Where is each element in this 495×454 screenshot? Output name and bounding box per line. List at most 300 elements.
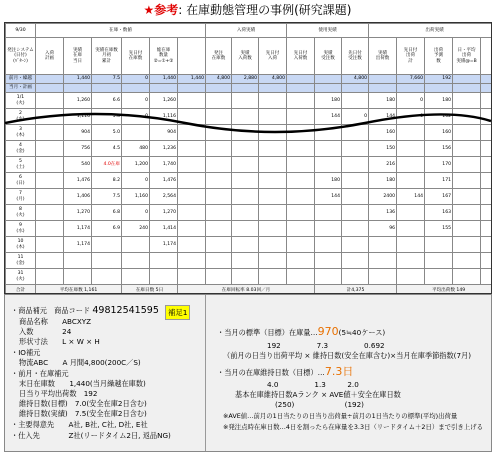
row-empty: [481, 173, 492, 189]
row-cell: [206, 141, 232, 157]
row-date: 3 (木): [6, 125, 36, 141]
row-cell: 240: [122, 221, 150, 237]
footer-sum: 計4,375: [315, 285, 397, 295]
row-cell: [92, 269, 122, 285]
row-cell: [342, 237, 369, 253]
reorder-note: ※発注点時在庫日数…4日を割ったら在庫量を3.3日（リードタイム＋2日）まで引き上げる: [223, 423, 483, 431]
table-row: [6, 75, 493, 84]
header2-cell: 実績 出荷数: [369, 38, 397, 75]
row-cell: [342, 205, 369, 221]
product-code-label: ・商品補元 商品コード: [11, 306, 91, 315]
row-cell: [397, 253, 425, 269]
inventory-table: [4, 22, 492, 294]
row-cell: [150, 269, 178, 285]
row-cell: [397, 84, 425, 93]
row-empty: [453, 237, 481, 253]
row-date: 4 (金): [6, 141, 36, 157]
row-date: 前月・繰越: [6, 75, 36, 84]
footer-total: 合計: [6, 285, 36, 295]
footer-avg-ship: 平均出荷数 149: [397, 285, 492, 295]
row-cell: [342, 173, 369, 189]
row-cell: [425, 269, 453, 285]
row-cell: 1,476: [150, 173, 178, 189]
row-cell: [315, 253, 342, 269]
row-cell: 1,160: [122, 189, 150, 205]
row-cell: [36, 93, 64, 109]
row-cell: 2,880: [232, 75, 259, 84]
row-cell: [425, 253, 453, 269]
row-cell: 216: [369, 157, 397, 173]
row-cell: 144: [315, 109, 342, 125]
row-cell: [36, 173, 64, 189]
row-cell: 756: [64, 141, 92, 157]
row-cell: [259, 237, 287, 253]
row-cell: [206, 125, 232, 141]
row-empty: [481, 157, 492, 173]
row-cell: 180: [315, 173, 342, 189]
io-header: ・IO補元: [11, 348, 41, 357]
row-cell: [259, 253, 287, 269]
row-cell: [342, 125, 369, 141]
row-cell: [259, 125, 287, 141]
footer-avg-stock: 平均在庫数 1,161: [36, 285, 122, 295]
product-code: 49812541595: [92, 305, 159, 316]
table-row: [6, 253, 493, 269]
row-cell: [232, 141, 259, 157]
row-cell: 136: [369, 205, 397, 221]
row-cell: [232, 205, 259, 221]
row-cell: 2,564: [150, 189, 178, 205]
table-row: [6, 157, 493, 173]
row-empty: [453, 141, 481, 157]
row-cell: [397, 205, 425, 221]
row-cell: [259, 205, 287, 221]
row-cell: [92, 253, 122, 269]
table-row: [6, 221, 493, 237]
row-cell: [206, 157, 232, 173]
row-cell: [287, 93, 315, 109]
row-cell: 144: [315, 189, 342, 205]
row-date: 5 (土): [6, 157, 36, 173]
prev-month-header: ・前月・在庫補元: [11, 369, 69, 378]
footer-stock-days: 在庫日数 5日: [122, 285, 178, 295]
row-cell: [397, 221, 425, 237]
row-cell: [36, 75, 64, 84]
row-cell: 0: [342, 109, 369, 125]
row-cell: 6.8: [92, 205, 122, 221]
row-cell: 1,174: [64, 237, 92, 253]
std-stock-unit: (5≒40ケース): [338, 328, 386, 337]
row-cell: [64, 253, 92, 269]
row-cell: [150, 84, 178, 93]
row-cell: [36, 125, 64, 141]
row-cell: [206, 237, 232, 253]
row-cell: 8.2: [92, 173, 122, 189]
row-cell: [122, 237, 150, 253]
row-cell: [232, 253, 259, 269]
row-cell: [259, 109, 287, 125]
row-cell: 163: [425, 205, 453, 221]
row-cell: [287, 75, 315, 84]
row-empty: [453, 125, 481, 141]
row-cell: [342, 221, 369, 237]
row-cell: [122, 84, 150, 93]
row-cell: [178, 141, 206, 157]
footer-turnover: 在庫回転率 8.03回／月: [178, 285, 315, 295]
row-cell: [287, 157, 315, 173]
row-cell: 0: [122, 75, 150, 84]
header2-cell: 発注 在庫数: [206, 38, 232, 75]
header-receive: 入荷実績: [206, 24, 287, 38]
row-date: 当月・計画: [6, 84, 36, 93]
row-cell: 5.0: [92, 125, 122, 141]
product-size: 形状寸法 L × W × H: [19, 337, 100, 346]
row-empty: [453, 189, 481, 205]
row-cell: [206, 221, 232, 237]
row-cell: [178, 173, 206, 189]
row-cell: [397, 141, 425, 157]
header2-cell: 先日付 在庫数: [122, 38, 150, 75]
keep-days-numbers: 4.0 1.3 2.0: [267, 380, 359, 389]
row-cell: [342, 269, 369, 285]
product-info: [11, 298, 196, 446]
table-row: [6, 189, 493, 205]
row-cell: [259, 157, 287, 173]
product-qty: 入数 24: [19, 327, 72, 336]
header2-cell: 発注システム (日付) (ﾊﾟﾀｰﾝ): [6, 38, 36, 75]
target-days: 維持日数(目標) 7.0(安全在庫2日含む): [19, 399, 147, 408]
row-cell: [342, 157, 369, 173]
row-cell: [259, 84, 287, 93]
row-cell: [287, 125, 315, 141]
keep-days-formula: 基本在庫維持日数Aランク × AVE値＋安全在庫日数: [235, 390, 401, 399]
row-cell: [369, 269, 397, 285]
row-cell: [397, 269, 425, 285]
header2-cell: 先日付 受注数: [342, 38, 369, 75]
row-empty: [481, 93, 492, 109]
table-row: [6, 173, 493, 189]
row-cell: 0: [122, 173, 150, 189]
row-cell: 1,236: [150, 141, 178, 157]
row-date: 6 (日): [6, 173, 36, 189]
row-cell: [36, 269, 64, 285]
row-cell: [36, 109, 64, 125]
row-cell: [259, 173, 287, 189]
header2-cell: 実績 受注数: [315, 38, 342, 75]
row-empty: [453, 173, 481, 189]
star-icon: ★: [143, 3, 155, 17]
std-stock-label: ・当月の標準（目標）在庫量…: [217, 328, 318, 337]
table-row: [6, 93, 493, 109]
row-cell: [342, 253, 369, 269]
row-empty: [481, 75, 492, 84]
row-cell: [397, 157, 425, 173]
row-cell: 1,406: [64, 189, 92, 205]
row-cell: 7.5: [92, 189, 122, 205]
row-cell: [206, 109, 232, 125]
row-cell: [397, 237, 425, 253]
row-cell: [206, 253, 232, 269]
header2-cell: 先日付 入荷: [259, 38, 287, 75]
row-cell: 1,476: [64, 173, 92, 189]
keep-days-label: ・当月の在庫維持日数（目標）…: [217, 368, 325, 377]
keep-days-sub: (250) (192): [275, 400, 364, 409]
page-title: [0, 2, 495, 18]
row-cell: 0: [397, 109, 425, 125]
row-cell: [232, 125, 259, 141]
row-cell: [178, 237, 206, 253]
header2-cell: 実績在庫数 月初 累計: [92, 38, 122, 75]
row-cell: 1,440: [178, 75, 206, 84]
header2-cell: 実績 入荷数: [232, 38, 259, 75]
table-row: [6, 237, 493, 253]
row-cell: [259, 93, 287, 109]
panel-divider: [205, 295, 206, 451]
row-cell: [36, 253, 64, 269]
row-date: 8 (火): [6, 205, 36, 221]
row-cell: [206, 84, 232, 93]
row-cell: [259, 221, 287, 237]
row-cell: 5.8: [92, 109, 122, 125]
row-cell: 2400: [369, 189, 397, 205]
row-cell: 150: [369, 141, 397, 157]
row-cell: 180: [425, 93, 453, 109]
row-empty: [453, 84, 481, 93]
row-cell: [315, 84, 342, 93]
row-cell: [36, 237, 64, 253]
row-cell: 171: [425, 173, 453, 189]
std-stock-numbers: 192 7.3 0.692: [267, 341, 385, 350]
main-customers: ・主要得意先 A社, B社, C社, D社, E社: [11, 420, 148, 429]
row-cell: 1,116: [64, 109, 92, 125]
logistics-abc: 物流ABC A 月間4,800(200C／S): [19, 358, 141, 367]
row-cell: [36, 221, 64, 237]
row-cell: [64, 269, 92, 285]
row-cell: [232, 109, 259, 125]
row-cell: 480: [122, 141, 150, 157]
row-cell: 1,260: [64, 93, 92, 109]
product-name: 商品名称 ABCXYZ: [19, 317, 92, 326]
row-cell: 0: [122, 109, 150, 125]
row-cell: 4.0在庫: [92, 157, 122, 173]
row-cell: 1,440: [64, 75, 92, 84]
header2-cell: 実績 在庫 当日: [64, 38, 92, 75]
row-empty: [481, 141, 492, 157]
row-cell: [425, 84, 453, 93]
row-cell: [315, 237, 342, 253]
row-empty: [453, 221, 481, 237]
header2-cell: [178, 38, 206, 75]
row-empty: [481, 125, 492, 141]
row-cell: 160: [369, 125, 397, 141]
row-cell: [178, 205, 206, 221]
row-cell: [287, 269, 315, 285]
row-cell: 904: [150, 125, 178, 141]
row-cell: 1,174: [64, 221, 92, 237]
row-cell: 1,414: [150, 221, 178, 237]
row-cell: 1,260: [150, 93, 178, 109]
row-cell: 4,800: [206, 75, 232, 84]
title-ref: 参考: [154, 3, 179, 17]
row-cell: [287, 221, 315, 237]
row-cell: [232, 157, 259, 173]
row-cell: [178, 253, 206, 269]
table-row: [6, 125, 493, 141]
row-cell: [178, 157, 206, 173]
row-empty: [453, 75, 481, 84]
row-empty: [453, 253, 481, 269]
info-panel: [4, 294, 492, 452]
table-row: [6, 109, 493, 125]
row-cell: 1,270: [150, 205, 178, 221]
row-cell: [232, 237, 259, 253]
row-cell: [178, 93, 206, 109]
header-stock: 在庫・数値: [36, 24, 206, 38]
table-row: [6, 84, 493, 93]
row-cell: 156: [425, 141, 453, 157]
row-cell: [342, 84, 369, 93]
header2-cell: 日・平均 出荷 実績@=B: [453, 38, 481, 75]
row-cell: [397, 125, 425, 141]
row-cell: [232, 189, 259, 205]
row-cell: [315, 125, 342, 141]
header2-cell: 先日付 出荷 計: [397, 38, 425, 75]
row-cell: 6.6: [92, 93, 122, 109]
row-cell: [92, 84, 122, 93]
header-ship: 出荷実績: [369, 24, 492, 38]
row-cell: [287, 109, 315, 125]
avg-ship: 日当り平均出荷数 192: [19, 389, 98, 398]
row-cell: [232, 173, 259, 189]
row-cell: 4,800: [259, 75, 287, 84]
row-cell: 96: [369, 221, 397, 237]
row-cell: [315, 269, 342, 285]
row-cell: [259, 269, 287, 285]
row-empty: [453, 157, 481, 173]
row-empty: [481, 253, 492, 269]
row-cell: [150, 253, 178, 269]
row-cell: 4,800: [342, 75, 369, 84]
row-cell: [342, 189, 369, 205]
row-empty: [481, 205, 492, 221]
row-cell: [287, 141, 315, 157]
row-cell: [369, 75, 397, 84]
row-empty: [453, 205, 481, 221]
row-cell: [232, 269, 259, 285]
row-empty: [481, 189, 492, 205]
row-cell: [259, 141, 287, 157]
row-empty: [481, 269, 492, 285]
row-cell: 1,740: [150, 157, 178, 173]
row-cell: [178, 125, 206, 141]
row-cell: 1,440: [150, 75, 178, 84]
header-date: 9/30: [6, 24, 36, 38]
keep-days-value: 7.3日: [324, 365, 354, 378]
row-cell: [64, 84, 92, 93]
row-cell: [315, 205, 342, 221]
row-cell: 170: [425, 157, 453, 173]
row-cell: 0: [122, 93, 150, 109]
row-cell: [287, 173, 315, 189]
row-cell: 0: [122, 205, 150, 221]
row-cell: [287, 84, 315, 93]
row-empty: [453, 269, 481, 285]
row-cell: 0: [397, 93, 425, 109]
row-cell: [36, 189, 64, 205]
row-cell: 144: [397, 189, 425, 205]
row-cell: [178, 269, 206, 285]
std-stock-formula: （前月の日当り出荷平均 × 維持日数(安全在庫含む)×当月在庫季節指数(7月): [223, 351, 472, 360]
row-empty: [481, 221, 492, 237]
header2-pad: [481, 38, 492, 75]
row-cell: 1,200: [122, 157, 150, 173]
row-empty: [453, 93, 481, 109]
row-cell: 192: [425, 75, 453, 84]
hosoku-badge: 補足1: [165, 305, 190, 320]
supplier: ・仕入先 Z社(リードタイム2日, 返品NG): [11, 431, 171, 440]
row-cell: 6.9: [92, 221, 122, 237]
row-cell: 540: [64, 157, 92, 173]
ave-note: ※AVE値…前月の1日当たりの日当り出荷量÷前月の1日当たりの標準(平均)出荷量: [223, 412, 458, 420]
header-consume: 使用実績: [287, 24, 369, 38]
row-cell: [315, 75, 342, 84]
row-cell: [206, 205, 232, 221]
row-cell: 180: [315, 93, 342, 109]
row-cell: [178, 189, 206, 205]
row-cell: [369, 253, 397, 269]
row-cell: [315, 221, 342, 237]
row-date: 10 (木): [6, 237, 36, 253]
row-cell: [122, 125, 150, 141]
row-date: 2 (水): [6, 109, 36, 125]
row-empty: [481, 84, 492, 93]
row-cell: [178, 109, 206, 125]
row-date: 31 (火): [6, 269, 36, 285]
row-cell: [122, 269, 150, 285]
table-row: [6, 269, 493, 285]
row-empty: [481, 237, 492, 253]
row-cell: [287, 205, 315, 221]
row-cell: [397, 173, 425, 189]
row-cell: [206, 173, 232, 189]
row-cell: [178, 221, 206, 237]
row-cell: [287, 253, 315, 269]
header2-cell: 総在庫 数量 ②=①+②: [150, 38, 178, 75]
row-cell: [369, 237, 397, 253]
row-cell: [287, 189, 315, 205]
header2-cell: 入荷 計画: [36, 38, 64, 75]
table-row: [6, 141, 493, 157]
row-cell: [232, 93, 259, 109]
title-main: 在庫動態管理の事例(研究課題): [186, 3, 352, 17]
std-stock-value: 970: [317, 325, 339, 338]
row-cell: 1,270: [64, 205, 92, 221]
row-empty: [481, 109, 492, 125]
row-cell: [425, 237, 453, 253]
end-stock: 末日在庫数 1,440(当月繰越在庫数): [19, 379, 146, 388]
row-cell: 162: [425, 109, 453, 125]
row-empty: [453, 109, 481, 125]
row-cell: [259, 189, 287, 205]
row-cell: 144: [369, 109, 397, 125]
row-cell: [369, 84, 397, 93]
row-date: 7 (月): [6, 189, 36, 205]
row-cell: [36, 84, 64, 93]
row-cell: 1,174: [150, 237, 178, 253]
row-cell: 180: [369, 173, 397, 189]
row-cell: 904: [64, 125, 92, 141]
row-cell: [342, 93, 369, 109]
